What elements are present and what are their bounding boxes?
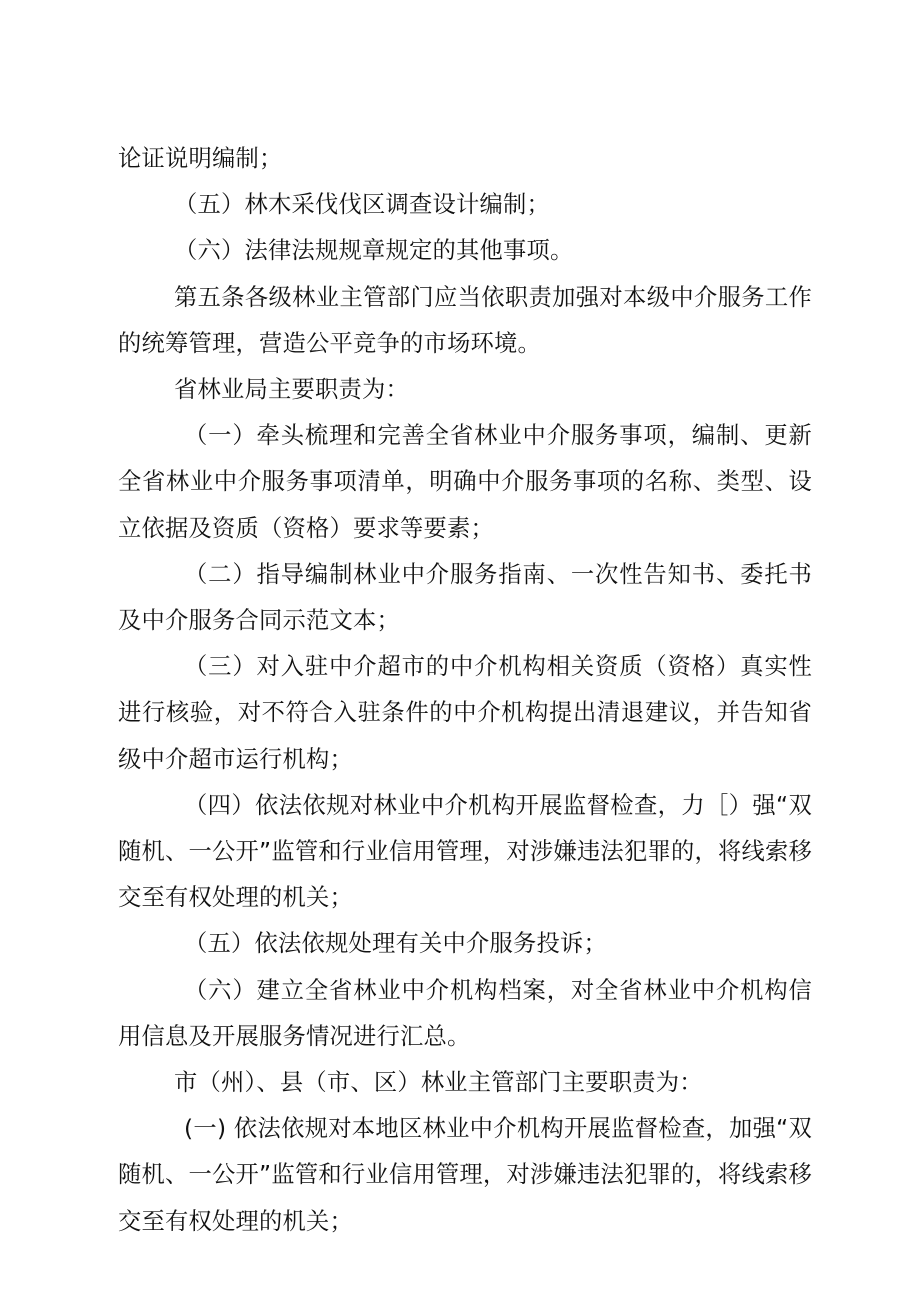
paragraph-province-duty-6: （六）建立全省林业中介机构档案，对全省林业中介机构信用信息及开展服务情况进行汇总。	[118, 976, 812, 1050]
paragraph-item-5: （五）林木采伐伐区调查设计编制；	[174, 191, 550, 219]
paragraph-article-5: 第五条各级林业主管部门应当依职责加强对本级中介服务工作的统筹管理，营造公平竞争的市场环境。	[118, 283, 812, 357]
paragraph-item-6: （六）法律法规规章规定的其他事项。	[174, 237, 574, 265]
paragraph-continuation: 论证说明编制；	[118, 145, 283, 172]
paragraph-province-duty-4: （四）依法依规对林业中介机构开展监督检查，力［）强“双随机、一公开”监管和行业信用管理，对涉嫌违法犯罪的，将线索移交至有权处理的机关；	[118, 791, 812, 912]
paragraph-province-duties-heading: 省林业局主要职责为：	[174, 376, 409, 404]
paragraph-province-duty-2: （二）指导编制林业中介服务指南、一次性告知书、委托书及中介服务合同示范文本；	[118, 560, 812, 635]
paragraph-province-duty-1: （一）牵头梳理和完善全省林业中介服务事项，编制、更新全省林业中介服务事项清单，明确中介服务事项的名称、类型、设立依据及资质（资格）要求等要素；	[118, 422, 812, 542]
paragraph-local-duty-1: (一) 依法依规对本地区林业中介机构开展监督检查，加强“双随机、一公开”监管和行业信用管理，对涉嫌违法犯罪的，将线索移交至有权处理的机关；	[118, 1115, 812, 1235]
document-body	[118, 136, 812, 1245]
paragraph-province-duty-3: （三）对入驻中介超市的中介机构相关资质（资格）真实性进行核验，对不符合入驻条件的中介机构提出清退建议，并告知省级中介超市运行机构；	[118, 653, 812, 773]
paragraph-province-duty-5: （五）依法依规处理有关中介服务投诉；	[184, 930, 607, 958]
paragraph-local-duties-heading: 市（州）、县（市、区）林业主管部门主要职责为：	[174, 1069, 703, 1097]
